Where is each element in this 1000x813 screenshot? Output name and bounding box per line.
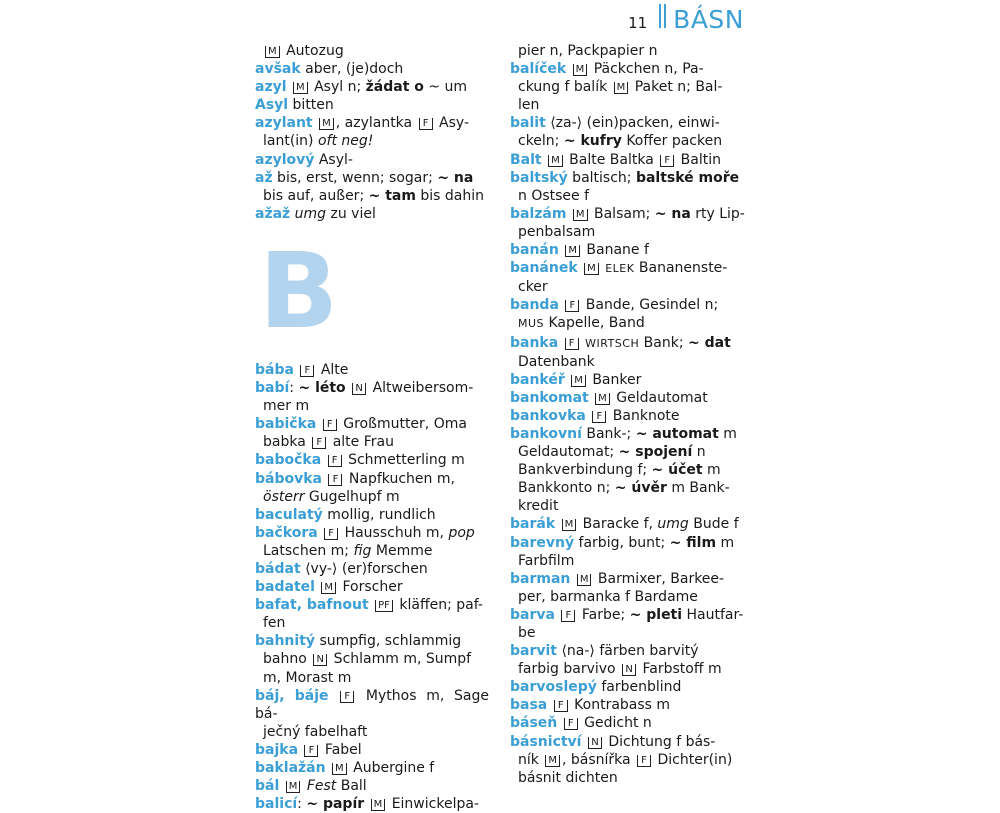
dictionary-line: len	[518, 97, 540, 114]
dictionary-line: bajka F Fabel	[255, 741, 362, 758]
dictionary-line: ječný fabelhaft	[263, 723, 368, 740]
dictionary-line: M Autozug	[255, 42, 489, 60]
dictionary-line: farbig barvivo N Farbstoff m	[518, 661, 722, 678]
dictionary-line: ník M , básnířka F Dichter(in)	[518, 751, 733, 768]
dictionary-line: baklažán M Aubergine f	[255, 760, 435, 776]
dictionary-line: báseň F Gedicht n	[510, 715, 652, 732]
dictionary-line: Asyl bitten	[255, 97, 334, 114]
dictionary-line: Balt M Balte Baltka F Baltin	[510, 151, 722, 168]
dictionary-line: m, Morast m	[263, 669, 352, 686]
dictionary-line: básnictví N Dichtung f bás-	[510, 733, 716, 750]
dictionary-line: be	[518, 625, 536, 641]
right-entries	[510, 42, 746, 787]
dictionary-line: bádat ⟨vy-⟩ (er)forschen	[255, 560, 428, 577]
dictionary-line: MUS Kapelle, Band	[518, 315, 645, 332]
dictionary-line: až bis, erst, wenn; sogar; ~ na	[255, 169, 474, 186]
header-divider	[659, 4, 666, 28]
dictionary-line: pier n, Packpapier n	[518, 43, 658, 59]
dictionary-line: kredit	[518, 498, 559, 515]
dictionary-line: azylant M , azylantka F Asy-	[255, 115, 469, 132]
dictionary-line: Bankkonto n; ~ úvěr m Bank-	[518, 480, 730, 497]
dictionary-line: ckeln; ~ kufry Koffer packen	[518, 133, 723, 150]
section-letter: B	[259, 229, 339, 352]
dictionary-line: banánek M ELEK Bananenste-	[510, 260, 728, 277]
running-header	[628, 4, 744, 34]
dictionary-line: bankomat M Geldautomat	[510, 389, 708, 406]
dictionary-line: bahnitý sumpfig, schlammig	[255, 633, 462, 650]
left-entries-b	[255, 361, 489, 813]
left-column	[255, 42, 489, 813]
dictionary-line: baculatý mollig, rundlich	[255, 506, 436, 523]
dictionary-line: báj, báje F Mythos m, Sage bá-	[255, 687, 489, 722]
dictionary-line: baltský baltisch; baltské moře	[510, 169, 740, 186]
dictionary-line: barevný farbig, bunt; ~ film m	[510, 534, 735, 551]
dictionary-line: barvit ⟨na-⟩ färben barvitý	[510, 643, 699, 660]
dictionary-line: badatel M Forscher	[255, 579, 403, 596]
dictionary-line: básnit dichten	[518, 769, 618, 786]
dictionary-line: cker	[518, 279, 548, 296]
dictionary-line: barman M Barmixer, Barkee-	[510, 570, 725, 587]
dictionary-line: banka F WIRTSCH Bank; ~ dat	[510, 334, 731, 351]
dictionary-line: österr Gugelhupf m	[263, 488, 400, 505]
dictionary-line: bankovní Bank-; ~ automat m	[510, 425, 737, 442]
dictionary-line: lant(in) oft neg!	[263, 133, 374, 150]
dictionary-line: Datenbank	[518, 353, 595, 370]
dictionary-line: ažaž umg zu viel	[255, 205, 376, 222]
dictionary-line: penbalsam	[518, 223, 596, 240]
dictionary-line: balzám M Balsam; ~ na rty Lip-	[510, 205, 745, 222]
dictionary-line: n Ostsee f	[518, 187, 590, 204]
dictionary-line: avšak aber, (je)doch	[255, 61, 404, 78]
dictionary-line: bábovka F Napfkuchen m,	[255, 470, 455, 487]
dictionary-line: bál M Fest Ball	[255, 778, 367, 795]
dictionary-line: barva F Farbe; ~ pleti Hautfar-	[510, 606, 744, 623]
dictionary-line: bahno N Schlamm m, Sumpf	[263, 651, 472, 668]
dictionary-line: bába F Alte	[255, 361, 349, 378]
dictionary-line: ckung f balík M Paket n; Bal-	[518, 79, 723, 96]
dictionary-line: azyl M Asyl n; žádat o ~ um	[255, 79, 468, 96]
dictionary-line: azylový Asyl-	[255, 151, 353, 168]
dictionary-line: banda F Bande, Gesindel n;	[510, 297, 719, 314]
dictionary-line: Bankverbindung f; ~ účet m	[518, 462, 721, 479]
dictionary-line: bis auf, außer; ~ tam bis dahin	[263, 187, 485, 204]
dictionary-line: basa F Kontrabass m	[510, 697, 671, 714]
dictionary-line: barák M Baracke f, umg Bude f	[510, 516, 739, 533]
dictionary-line: per, barmanka f Bardame	[518, 588, 698, 605]
dictionary-line: babočka F Schmetterling m	[255, 452, 465, 469]
dictionary-line: bankéř M Banker	[510, 371, 642, 388]
left-entries-a	[255, 42, 489, 223]
dictionary-line: balicí: ~ papír M Einwickelpa-	[255, 796, 479, 813]
dictionary-line: balit ⟨za-⟩ (ein)packen, einwi-	[510, 115, 720, 132]
dictionary-line: bačkora F Hausschuh m, pop	[255, 524, 475, 541]
dictionary-line: bafat, bafnout PF kläffen; paf-	[255, 597, 483, 614]
dictionary-line: Farbfilm	[518, 552, 575, 569]
page-number: 11	[628, 14, 648, 32]
dictionary-line: babí: ~ léto N Altweibersom-	[255, 380, 474, 397]
dictionary-line: babička F Großmutter, Oma	[255, 416, 467, 433]
dictionary-line: Latschen m; fig Memme	[263, 542, 433, 559]
running-head-word: BÁSN	[673, 5, 744, 34]
dictionary-line: fen	[263, 615, 286, 632]
right-column	[510, 42, 746, 787]
dictionary-line: banán M Banane f	[510, 242, 649, 259]
dictionary-line: Geldautomat; ~ spojení n	[518, 444, 706, 461]
dictionary-line: barvoslepý farbenblind	[510, 679, 682, 696]
dictionary-line: mer m	[263, 398, 310, 415]
dictionary-line: bankovka F Banknote	[510, 407, 680, 424]
dictionary-line: balíček M Päckchen n, Pa-	[510, 61, 704, 78]
dictionary-line: babka F alte Frau	[263, 434, 394, 451]
